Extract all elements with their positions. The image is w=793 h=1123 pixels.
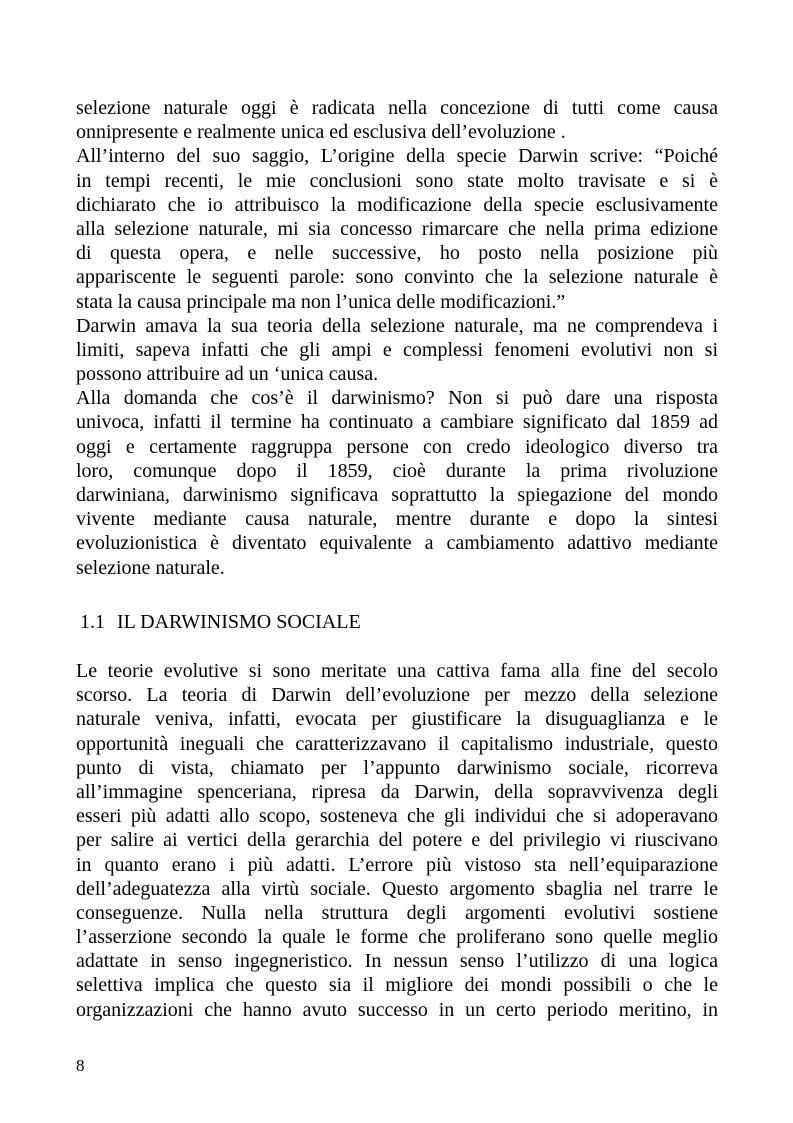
text-line: univoca, infatti il termine ha continuato a cambiare significato dal 1859 ad (76, 411, 718, 434)
paragraph-block-social-darwinism (76, 659, 718, 1022)
text-line: limiti, sapeva infatti che gli ampi e complessi fenomeni evolutivi non si (76, 338, 718, 361)
paragraph-block-intro (76, 96, 718, 580)
text-line: naturale veniva, infatti, evocata per giustificare la disuguaglianza e le (76, 708, 718, 731)
section-number: 1.1 (80, 611, 105, 633)
text-line: possono attribuire ad un ‘unica causa. (76, 363, 379, 386)
text-line: Darwin amava la sua teoria della selezione naturale, ma ne comprendeva i (76, 314, 718, 337)
text-line: di questa opera, e nelle successive, ho posto nella posizione più (76, 242, 718, 265)
text-line: all’immagine spenceriana, ripresa da Darwin, della sopravvivenza degli (76, 780, 718, 803)
text-line: l’asserzione secondo la quale le forme che proliferano sono quelle meglio (76, 926, 718, 949)
text-line: vivente mediante causa naturale, mentre durante e dopo la sintesi (76, 508, 718, 531)
text-line: selezione naturale. (76, 556, 225, 579)
page-number: 8 (76, 1056, 85, 1075)
text-line: organizzazioni che hanno avuto successo in un certo periodo meritino, in (76, 998, 718, 1021)
text-line: adattate in senso ingegneristico. In nessun senso l’utilizzo di una logica (76, 950, 718, 973)
text-line: dichiarato che io attribuisco la modificazione della specie esclusivamente (76, 193, 718, 216)
text-line: in tempi recenti, le mie conclusioni sono state molto travisate e si è (76, 169, 718, 192)
text-line: opportunità ineguali che caratterizzavano il capitalismo industriale, questo (76, 732, 718, 755)
text-line: Le teorie evolutive si sono meritate una cattiva fama alla fine del secolo (76, 660, 718, 682)
text-line: All’interno del suo saggio, L’origine della specie Darwin scrive: “Poiché (76, 145, 718, 168)
text-line: onnipresente e realmente unica ed esclusiva dell’evoluzione . (76, 121, 566, 144)
text-line: selettiva implica che questo sia il migliore dei mondi possibili o che le (76, 974, 718, 997)
text-line: dell’adeguatezza alla virtù sociale. Questo argomento sbaglia nel trarre le (76, 877, 718, 900)
text-line: alla selezione naturale, mi sia concesso rimarcare che nella prima edizione (76, 217, 718, 240)
text-line: oggi e certamente raggruppa persone con credo ideologico diverso tra (76, 435, 718, 458)
section-title: IL DARWINISMO SOCIALE (117, 611, 361, 633)
text-line: selezione naturale oggi è radicata nella concezione di tutti come causa (76, 97, 718, 119)
text-line: punto di vista, chiamato per l’appunto darwinismo sociale, ricorreva (76, 756, 718, 779)
text-line: per salire ai vertici della gerarchia del potere e del privilegio vi riuscivano (76, 829, 718, 852)
text-line: Alla domanda che cos’è il darwinismo? Non si può dare una risposta (76, 387, 718, 410)
text-line: esseri più adatti allo scopo, sosteneva che gli individui che si adoperavano (76, 805, 718, 828)
text-line: evoluzionistica è diventato equivalente a cambiamento adattivo mediante (76, 532, 718, 555)
text-line: conseguenze. Nulla nella struttura degli argomenti evolutivi sostiene (76, 901, 718, 924)
text-line: in quanto erano i più adatti. L’errore più vistoso sta nell’equiparazione (76, 853, 718, 876)
text-line: loro, comunque dopo il 1859, cioè durante la prima rivoluzione (76, 459, 718, 482)
text-line: appariscente le seguenti parole: sono convinto che la selezione naturale è (76, 266, 718, 289)
text-line: scorso. La teoria di Darwin dell’evoluzione per mezzo della selezione (76, 684, 718, 707)
text-line: darwiniana, darwinismo significava soprattutto la spiegazione del mondo (76, 484, 718, 506)
section-heading (80, 610, 361, 634)
text-line: stata la causa principale ma non l’unica delle modificazioni.” (76, 290, 566, 313)
